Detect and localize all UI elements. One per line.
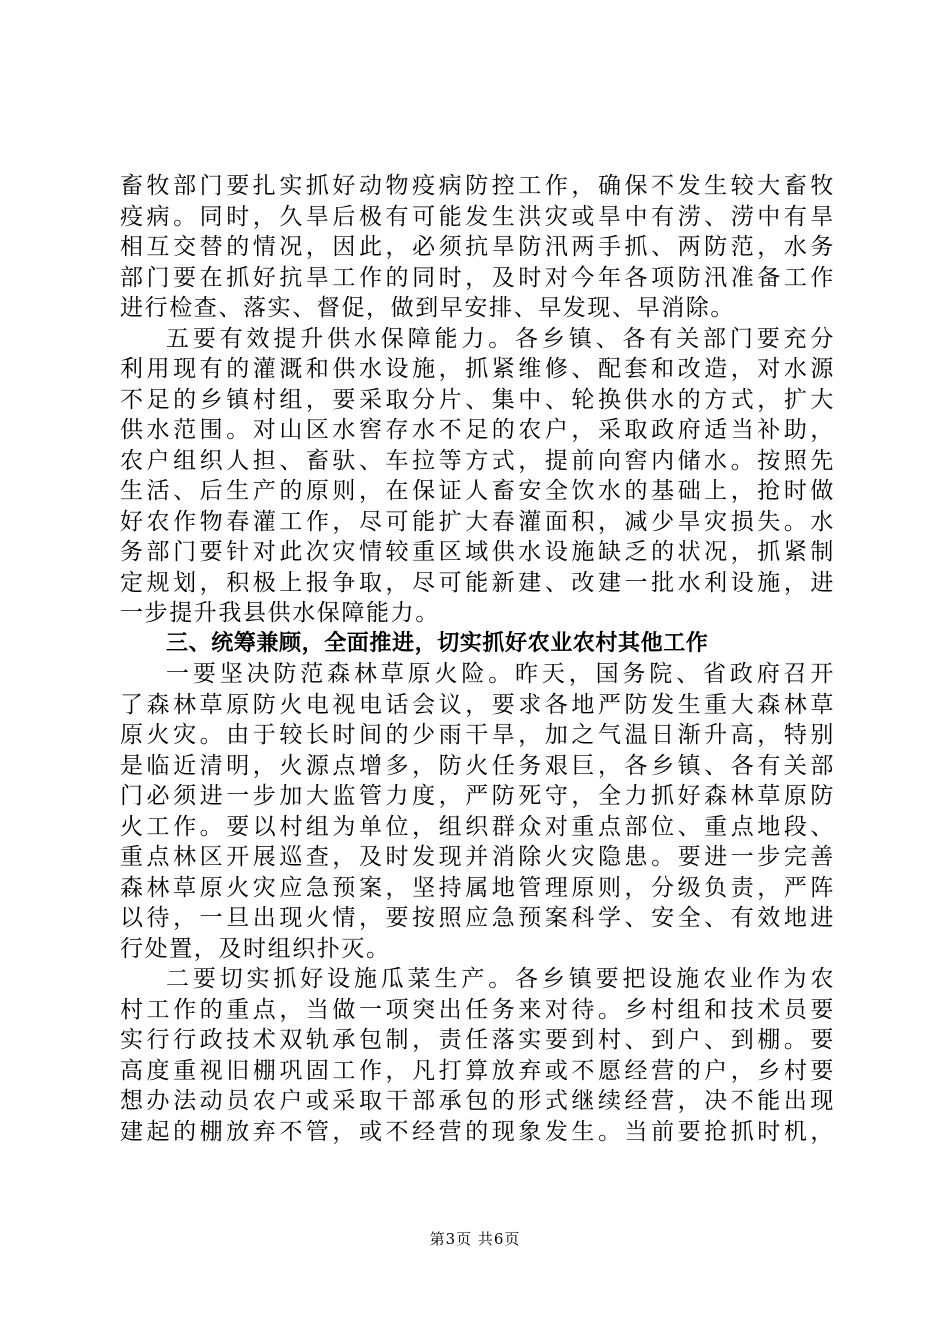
text-line: 农户组织人担、畜驮、车拉等方式，提前向窖内储水。按照先 — [120, 447, 835, 474]
text-line: 定规划，积极上报争取，尽可能新建、改建一批水利设施，进 — [120, 569, 835, 596]
text-line: 想办法动员农户或采取干部承包的形式继续经营，决不能出现 — [120, 1088, 835, 1114]
text-line: 好农作物春灌工作，尽可能扩大春灌面积，减少旱灾损失。水 — [120, 508, 835, 535]
text-line: 建起的棚放弃不管，或不经营的现象发生。当前要抢抓时机， — [120, 1118, 835, 1145]
page-footer: 第3页 共6页 — [429, 1230, 521, 1248]
paragraph-start-line: 一要坚决防范森林草原火险。昨天，国务院、省政府召开 — [166, 661, 835, 687]
text-line: 行处置，及时组织扑灭。 — [120, 935, 391, 962]
section-heading: 三、统筹兼顾，全面推进，切实抓好农业农村其他工作 — [166, 630, 709, 656]
text-line: 重点林区开展巡查，及时发现并消除火灾隐患。要进一步完善 — [120, 844, 835, 870]
text-line: 是临近清明，火源点增多，防火任务艰巨，各乡镇、各有关部 — [120, 752, 835, 779]
text-line: 利用现有的灌溉和供水设施，抓紧维修、配套和改造，对水源 — [120, 356, 835, 382]
text-line: 供水范围。对山区水窖存水不足的农户，采取政府适当补助， — [120, 417, 835, 443]
text-line: 以待，一旦出现火情，要按照应急预案科学、安全、有效地进 — [120, 905, 835, 931]
text-line: 实行行政技术双轨承包制，责任落实要到村、到户、到棚。要 — [120, 1027, 835, 1053]
text-line: 原火灾。由于较长时间的少雨干旱，加之气温日渐升高，特别 — [120, 722, 835, 748]
text-line: 生活、后生产的原则，在保证人畜安全饮水的基础上，抢时做 — [120, 478, 835, 504]
text-line: 进行检查、落实、督促，做到早安排、早发现、早消除。 — [120, 295, 735, 321]
text-line: 火工作。要以村组为单位，组织群众对重点部位、重点地段、 — [120, 813, 835, 840]
text-line: 相互交替的情况，因此，必须抗旱防汛两手抓、两防范，水务 — [120, 234, 835, 260]
paragraph-start-line: 五要有效提升供水保障能力。各乡镇、各有关部门要充分 — [166, 325, 835, 352]
text-line: 务部门要针对此次灾情较重区域供水设施缺乏的状况，抓紧制 — [120, 539, 835, 565]
text-line: 了森林草原防火电视电话会议，要求各地严防发生重大森林草 — [120, 691, 835, 718]
paragraph-start-line: 二要切实抓好设施瓜菜生产。各乡镇要把设施农业作为农 — [166, 966, 835, 992]
text-line: 部门要在抓好抗旱工作的同时，及时对今年各项防汛准备工作 — [120, 264, 835, 291]
text-line: 森林草原火灾应急预案，坚持属地管理原则，分级负责，严阵 — [120, 874, 835, 901]
text-line: 高度重视旧棚巩固工作，凡打算放弃或不愿经营的户，乡村要 — [120, 1057, 835, 1084]
body-text — [120, 171, 835, 1147]
text-line: 畜牧部门要扎实抓好动物疫病防控工作，确保不发生较大畜牧 — [120, 173, 835, 199]
text-line: 村工作的重点，当做一项突出任务来对待。乡村组和技术员要 — [120, 996, 835, 1023]
text-line: 一步提升我县供水保障能力。 — [120, 600, 440, 626]
text-line: 不足的乡镇村组，要采取分片、集中、轮换供水的方式，扩大 — [120, 386, 835, 413]
text-line: 疫病。同时，久旱后极有可能发生洪灾或旱中有涝、涝中有旱 — [120, 203, 835, 230]
text-line: 门必须进一步加大监管力度，严防死守，全力抓好森林草原防 — [120, 783, 835, 809]
